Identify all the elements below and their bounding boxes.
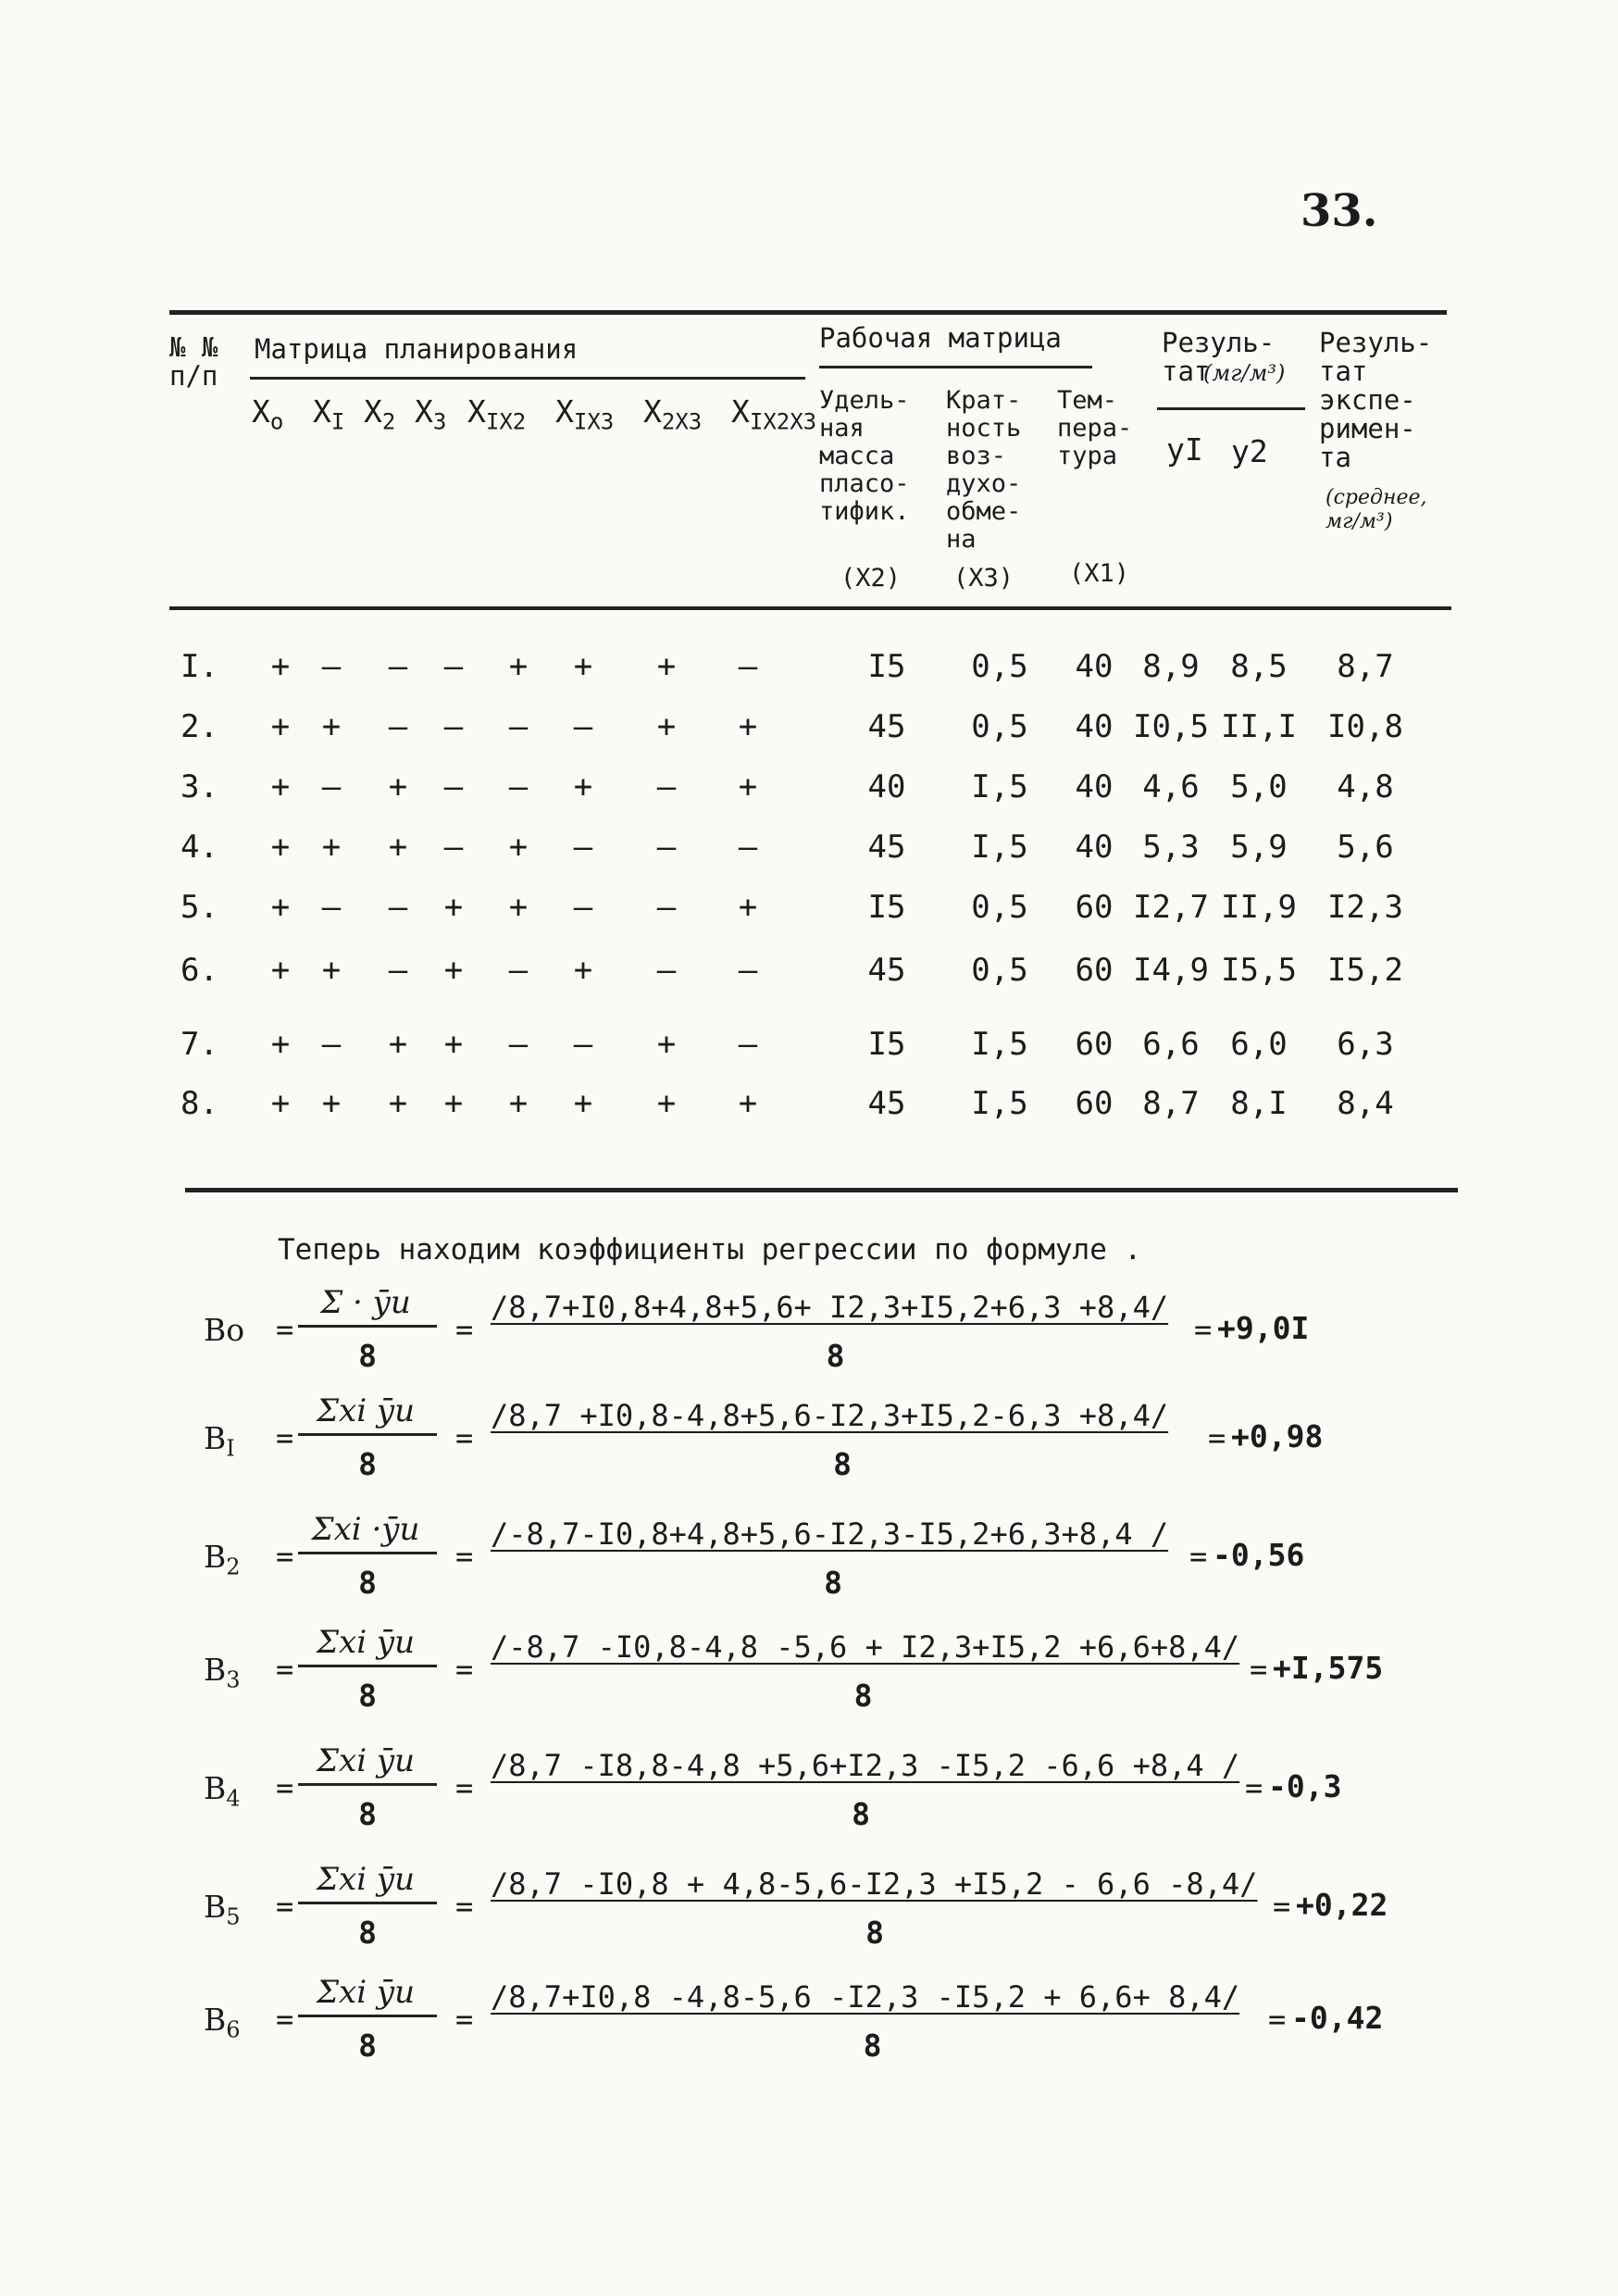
y2-cell: 8,5: [1230, 648, 1288, 685]
x-label: [313, 393, 344, 435]
mass-cell: 45: [867, 708, 906, 745]
coefficient-value: -0,56: [1213, 1537, 1305, 1573]
experiment-result-note: (среднее, мг/м³): [1326, 486, 1427, 533]
y1-cell: I4,9: [1133, 952, 1209, 989]
coefficient-label: [204, 1652, 241, 1693]
temp-cell: 60: [1075, 1026, 1114, 1063]
coefficient-value: -0,42: [1291, 2000, 1384, 2036]
temp-cell: 40: [1075, 708, 1114, 745]
sum-denominator: 8: [358, 1565, 377, 1601]
sign-cell: –: [321, 768, 342, 805]
sign-cell: +: [321, 952, 342, 989]
ratio-cell: 0,5: [971, 889, 1028, 926]
sign-cell: –: [738, 829, 758, 866]
equals-sign: =: [1189, 1539, 1208, 1574]
mass-cell: 45: [867, 1085, 906, 1122]
y1-cell: I0,5: [1133, 708, 1209, 745]
sign-cell: –: [573, 829, 593, 866]
coefficient-label: [204, 2002, 241, 2043]
result-header: Резуль- тат: [1162, 327, 1276, 387]
row-number: 7.: [180, 1026, 218, 1063]
y2-cell: 6,0: [1230, 1026, 1288, 1063]
equals-sign: =: [1268, 2002, 1287, 2037]
sign-cell: –: [388, 708, 408, 745]
coefficient-index: 3: [226, 1666, 241, 1693]
sign-cell: +: [738, 708, 758, 745]
ratio-cell: I,5: [971, 768, 1028, 805]
sign-cell: +: [573, 648, 593, 685]
sign-cell: +: [270, 1026, 291, 1063]
ratio-variable: (X3): [953, 564, 1014, 593]
equals-sign: =: [455, 1420, 474, 1455]
coefficient-value: +9,0I: [1217, 1310, 1310, 1346]
sign-cell: –: [738, 1026, 758, 1063]
expression-denominator: 8: [833, 1446, 852, 1482]
sign-cell: –: [508, 768, 529, 805]
equals-sign: =: [276, 1889, 294, 1924]
coefficient-label: [204, 1312, 244, 1354]
equals-sign: =: [455, 2002, 474, 2037]
mean-cell: 8,4: [1337, 1085, 1394, 1122]
sign-cell: –: [388, 952, 408, 989]
sign-cell: +: [508, 1085, 529, 1122]
mean-cell: 6,3: [1337, 1026, 1394, 1063]
sign-cell: –: [508, 1026, 529, 1063]
planning-matrix-underline: [250, 377, 805, 380]
mean-cell: I2,3: [1327, 889, 1403, 926]
sign-cell: +: [656, 648, 677, 685]
working-matrix-header: Рабочая матрица: [819, 322, 1062, 354]
x-label: [364, 393, 395, 435]
y2-header: y2: [1231, 433, 1268, 469]
intro-text: Теперь находим коэффициенты регрессии по формуле .: [278, 1233, 1142, 1267]
sign-cell: +: [443, 952, 464, 989]
equals-sign: =: [455, 1889, 474, 1924]
fraction-bar: [298, 1665, 437, 1667]
temp-cell: 60: [1075, 889, 1114, 926]
x-label-base: X: [415, 393, 433, 430]
sign-cell: +: [573, 952, 593, 989]
table-top-rule: [169, 310, 1447, 315]
sign-cell: –: [738, 952, 758, 989]
fraction-bar: [298, 1325, 437, 1328]
coefficient-label: [204, 1889, 241, 1930]
sign-cell: –: [573, 889, 593, 926]
mass-variable: (X2): [840, 564, 902, 593]
sum-numerator: Σxi ȳи: [316, 1861, 415, 1898]
x-label-sub: o: [269, 408, 284, 435]
sign-cell: +: [656, 1026, 677, 1063]
ratio-cell: I,5: [971, 1085, 1028, 1122]
x-label-sub: IX3: [573, 408, 615, 435]
x-label: [415, 393, 446, 435]
row-number: 4.: [180, 829, 218, 866]
sign-cell: +: [270, 1085, 291, 1122]
sum-expression: /8,7 +I0,8-4,8+5,6-I2,3+I5,2-6,3 +8,4/: [491, 1398, 1169, 1433]
sign-cell: +: [270, 829, 291, 866]
sign-cell: –: [443, 648, 464, 685]
sign-cell: +: [321, 708, 342, 745]
sign-cell: –: [443, 768, 464, 805]
temperature-variable: (X1): [1069, 559, 1130, 588]
sign-cell: –: [656, 829, 677, 866]
y1-cell: 4,6: [1142, 768, 1200, 805]
sign-cell: +: [270, 768, 291, 805]
equals-sign: =: [276, 1420, 294, 1455]
sign-cell: –: [321, 648, 342, 685]
x-label: [731, 393, 816, 435]
result-underline: [1157, 407, 1305, 410]
fraction-bar: [298, 1783, 437, 1786]
page-number: 33.: [1301, 185, 1378, 237]
sum-expression: /8,7 -I0,8 + 4,8-5,6-I2,3 +I5,2 - 6,6 -8,4/: [491, 1866, 1258, 1902]
y2-cell: 5,0: [1230, 768, 1288, 805]
x-label-sub: 2: [381, 408, 396, 435]
x-label-base: X: [467, 393, 486, 430]
sign-cell: +: [270, 708, 291, 745]
coefficient-value: +I,575: [1273, 1650, 1384, 1686]
expression-denominator: 8: [826, 1338, 845, 1374]
row-number: 8.: [180, 1085, 218, 1122]
sign-cell: –: [656, 768, 677, 805]
sign-cell: +: [321, 1085, 342, 1122]
coefficient-index: 2: [226, 1554, 241, 1580]
equals-sign: =: [455, 1312, 474, 1347]
mass-cell: I5: [867, 648, 906, 685]
temp-cell: 40: [1075, 648, 1114, 685]
mean-cell: I0,8: [1327, 708, 1403, 745]
equals-sign: =: [276, 1312, 294, 1347]
sum-expression: /-8,7 -I0,8-4,8 -5,6 + I2,3+I5,2 +6,6+8,4/: [491, 1629, 1240, 1665]
sign-cell: –: [443, 829, 464, 866]
mass-column-header: Удель- ная масса пласо- тифик.: [819, 386, 910, 526]
sign-cell: +: [443, 889, 464, 926]
mass-cell: I5: [867, 889, 906, 926]
x-label: [467, 393, 526, 435]
expression-denominator: 8: [865, 1915, 884, 1951]
sign-cell: +: [508, 648, 529, 685]
sum-expression: /-8,7-I0,8+4,8+5,6-I2,3-I5,2+6,3+8,4 /: [491, 1516, 1169, 1552]
mean-cell: I5,2: [1327, 952, 1403, 989]
ratio-cell: 0,5: [971, 648, 1028, 685]
sign-cell: +: [388, 829, 408, 866]
temp-cell: 40: [1075, 829, 1114, 866]
sign-cell: +: [270, 648, 291, 685]
fraction-bar: [298, 2015, 437, 2017]
table-bottom-rule: [185, 1188, 1458, 1192]
sign-cell: –: [443, 708, 464, 745]
sum-denominator: 8: [358, 2028, 377, 2064]
y1-cell: I2,7: [1133, 889, 1209, 926]
sum-expression: /8,7+I0,8+4,8+5,6+ I2,3+I5,2+6,3 +8,4/: [491, 1290, 1169, 1325]
sign-cell: –: [573, 708, 593, 745]
expression-denominator: 8: [863, 2028, 882, 2064]
expression-denominator: 8: [824, 1565, 842, 1601]
x-label: [555, 393, 614, 435]
fraction-bar: [298, 1552, 437, 1554]
sign-cell: +: [573, 1085, 593, 1122]
equals-sign: =: [1273, 1889, 1291, 1924]
sign-cell: –: [388, 648, 408, 685]
coefficient-letter: B: [204, 1889, 227, 1925]
sign-cell: –: [321, 889, 342, 926]
y2-cell: 8,I: [1230, 1085, 1288, 1122]
x-label-sub: I: [330, 408, 345, 435]
sign-cell: +: [443, 1085, 464, 1122]
equals-sign: =: [455, 1539, 474, 1574]
x-label-base: X: [252, 393, 270, 430]
coefficient-value: +0,22: [1296, 1887, 1388, 1923]
temp-cell: 40: [1075, 768, 1114, 805]
sign-cell: +: [656, 1085, 677, 1122]
temperature-column-header: Тем- пера- тура: [1057, 386, 1133, 470]
coefficient-letter: B: [204, 1652, 227, 1688]
equals-sign: =: [276, 1652, 294, 1687]
sign-cell: –: [388, 889, 408, 926]
sum-denominator: 8: [358, 1338, 377, 1374]
sign-cell: –: [738, 648, 758, 685]
coefficient-index: 5: [226, 1903, 241, 1930]
equals-sign: =: [1250, 1652, 1268, 1687]
row-number: 2.: [180, 708, 218, 745]
equals-sign: =: [1208, 1420, 1226, 1455]
sign-cell: +: [738, 1085, 758, 1122]
sum-expression: /8,7+I0,8 -4,8-5,6 -I2,3 -I5,2 + 6,6+ 8,4/: [491, 1979, 1240, 2015]
ratio-cell: 0,5: [971, 952, 1028, 989]
x-label: [252, 393, 283, 435]
ratio-cell: I,5: [971, 1026, 1028, 1063]
coefficient-letter: Bo: [204, 1312, 245, 1348]
row-number: 3.: [180, 768, 218, 805]
y1-cell: 5,3: [1142, 829, 1200, 866]
equals-sign: =: [1245, 1770, 1263, 1805]
fraction-bar: [298, 1433, 437, 1436]
sign-cell: –: [508, 708, 529, 745]
ratio-cell: 0,5: [971, 708, 1028, 745]
sign-cell: +: [388, 768, 408, 805]
x-label-sub: 2X3: [661, 408, 703, 435]
coefficient-letter: B: [204, 1539, 227, 1575]
experiment-result-header: Резуль- тат экспе- римен- та: [1319, 327, 1433, 473]
mass-cell: I5: [867, 1026, 906, 1063]
sign-cell: +: [508, 829, 529, 866]
coefficient-label: [204, 1770, 241, 1812]
y1-cell: 6,6: [1142, 1026, 1200, 1063]
equals-sign: =: [455, 1652, 474, 1687]
expression-denominator: 8: [852, 1796, 870, 1832]
temp-cell: 60: [1075, 1085, 1114, 1122]
coefficient-label: [204, 1420, 235, 1462]
row-number: 6.: [180, 952, 218, 989]
sign-cell: +: [388, 1026, 408, 1063]
sign-cell: +: [738, 768, 758, 805]
y1-cell: 8,7: [1142, 1085, 1200, 1122]
coefficient-letter: B: [204, 1420, 227, 1456]
sign-cell: –: [656, 952, 677, 989]
coefficient-letter: B: [204, 2002, 227, 2038]
sign-cell: +: [508, 889, 529, 926]
equals-sign: =: [1194, 1312, 1213, 1347]
x-label-base: X: [643, 393, 662, 430]
sum-denominator: 8: [358, 1446, 377, 1482]
y2-cell: II,I: [1221, 708, 1297, 745]
sign-cell: +: [388, 1085, 408, 1122]
mean-cell: 5,6: [1337, 829, 1394, 866]
sum-numerator: Σxi ȳи: [316, 1624, 415, 1661]
y2-cell: 5,9: [1230, 829, 1288, 866]
y1-cell: 8,9: [1142, 648, 1200, 685]
sign-cell: +: [573, 768, 593, 805]
equals-sign: =: [276, 2002, 294, 2037]
mean-cell: 4,8: [1337, 768, 1394, 805]
equals-sign: =: [276, 1539, 294, 1574]
sign-cell: +: [738, 889, 758, 926]
sum-numerator: Σxi ȳи: [316, 1974, 415, 2011]
x-label-base: X: [364, 393, 382, 430]
y2-cell: I5,5: [1221, 952, 1297, 989]
sum-denominator: 8: [358, 1915, 377, 1951]
sign-cell: –: [573, 1026, 593, 1063]
ratio-column-header: Крат- ность воз- духо- обме- на: [946, 386, 1022, 554]
sign-cell: +: [270, 889, 291, 926]
header-bottom-rule: [169, 606, 1451, 610]
mass-cell: 45: [867, 829, 906, 866]
x-label-sub: IX2X3: [749, 408, 817, 435]
expression-denominator: 8: [853, 1678, 873, 1714]
sum-expression: /8,7 -I8,8-4,8 +5,6+I2,3 -I5,2 -6,6 +8,4 /: [491, 1748, 1240, 1783]
coefficient-index: I: [226, 1435, 235, 1462]
coefficient-value: +0,98: [1231, 1418, 1324, 1454]
equals-sign: =: [276, 1770, 294, 1805]
x-label-base: X: [555, 393, 574, 430]
sign-cell: –: [656, 889, 677, 926]
row-number: 5.: [180, 889, 218, 926]
sum-numerator: Σxi ȳи: [316, 1392, 415, 1429]
planning-matrix-header: Матрица планирования: [255, 333, 579, 365]
x-label-sub: IX2: [485, 408, 527, 435]
sum-denominator: 8: [358, 1678, 377, 1714]
fraction-bar: [298, 1902, 437, 1904]
x-label-sub: 3: [432, 408, 447, 435]
sign-cell: +: [656, 708, 677, 745]
equals-sign: =: [455, 1770, 474, 1805]
x-label-base: X: [731, 393, 750, 430]
sign-cell: +: [443, 1026, 464, 1063]
y1-header: yI: [1166, 431, 1203, 468]
sum-denominator: 8: [358, 1796, 377, 1832]
result-unit: (мг/м³): [1203, 360, 1286, 386]
mass-cell: 40: [867, 768, 906, 805]
temp-cell: 60: [1075, 952, 1114, 989]
sum-numerator: Σxi ·ȳи: [311, 1511, 420, 1548]
mean-cell: 8,7: [1337, 648, 1394, 685]
row-number-header: № № п/п: [169, 331, 218, 392]
sum-numerator: Σxi ȳи: [316, 1742, 415, 1779]
coefficient-value: -0,3: [1268, 1768, 1342, 1804]
row-number: I.: [180, 648, 218, 685]
x-label: [643, 393, 702, 435]
coefficient-letter: B: [204, 1770, 227, 1806]
working-matrix-underline: [819, 366, 1092, 368]
x-label-base: X: [313, 393, 331, 430]
coefficient-index: 4: [226, 1785, 241, 1812]
y2-cell: II,9: [1221, 889, 1297, 926]
coefficient-index: 6: [226, 2016, 241, 2043]
sign-cell: +: [270, 952, 291, 989]
ratio-cell: I,5: [971, 829, 1028, 866]
sign-cell: –: [508, 952, 529, 989]
mass-cell: 45: [867, 952, 906, 989]
sum-numerator: Σ · ȳи: [320, 1284, 411, 1321]
sign-cell: +: [321, 829, 342, 866]
coefficient-label: [204, 1539, 241, 1580]
sign-cell: –: [321, 1026, 342, 1063]
